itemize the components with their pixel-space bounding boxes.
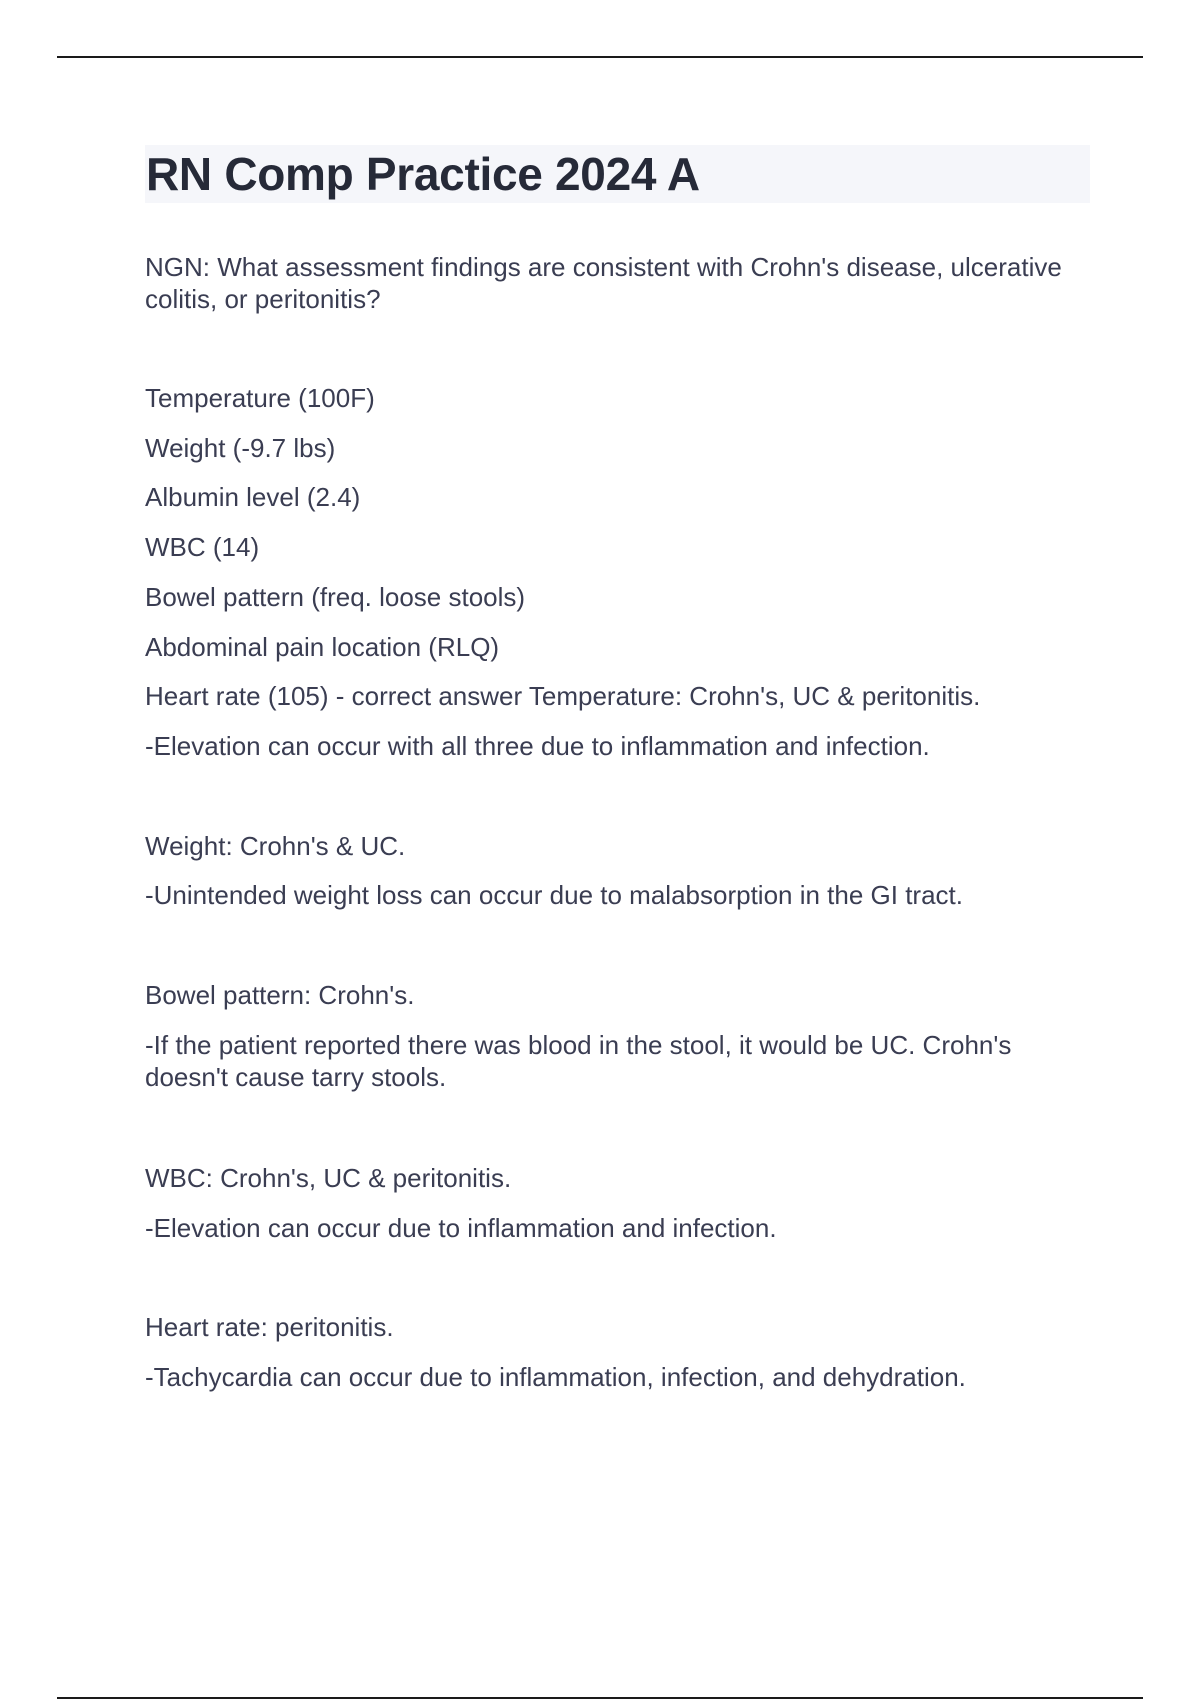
document-body bbox=[145, 145, 1090, 1392]
temperature-explanation: -Elevation can occur with all three due to inflammation and infection. bbox=[145, 731, 930, 761]
bowel-explanation: -If the patient reported there was blood in the stool, it would be UC. Crohn's doesn't cause tarry stools. bbox=[145, 1030, 1012, 1092]
bowel-answer-heading: Bowel pattern: Crohn's. bbox=[145, 980, 415, 1010]
weight-explanation: -Unintended weight loss can occur due to malabsorption in the GI tract. bbox=[145, 880, 963, 910]
title-bar bbox=[145, 145, 1090, 203]
finding-bowel-pattern: Bowel pattern (freq. loose stools) bbox=[145, 582, 526, 612]
finding-abdominal-pain: Abdominal pain location (RLQ) bbox=[145, 632, 500, 662]
finding-albumin: Albumin level (2.4) bbox=[145, 482, 361, 512]
finding-wbc: WBC (14) bbox=[145, 532, 260, 562]
document-title: RN Comp Practice 2024 A bbox=[146, 148, 700, 200]
bottom-rule bbox=[57, 1697, 1143, 1699]
finding-temperature: Temperature (100F) bbox=[145, 383, 375, 413]
wbc-explanation: -Elevation can occur due to inflammation and infection. bbox=[145, 1213, 777, 1243]
heart-rate-answer-heading: Heart rate: peritonitis. bbox=[145, 1312, 394, 1342]
heart-rate-explanation: -Tachycardia can occur due to inflammation, infection, and dehydration. bbox=[145, 1362, 966, 1392]
weight-answer-heading: Weight: Crohn's & UC. bbox=[145, 831, 406, 861]
finding-heart-rate-answer: Heart rate (105) - correct answer Temperature: Crohn's, UC & peritonitis. bbox=[145, 681, 981, 711]
top-rule bbox=[57, 56, 1143, 58]
question-text: NGN: What assessment findings are consistent with Crohn's disease, ulcerative colitis, or peritonitis? bbox=[145, 252, 1062, 314]
wbc-answer-heading: WBC: Crohn's, UC & peritonitis. bbox=[145, 1163, 512, 1193]
finding-weight: Weight (-9.7 lbs) bbox=[145, 433, 336, 463]
